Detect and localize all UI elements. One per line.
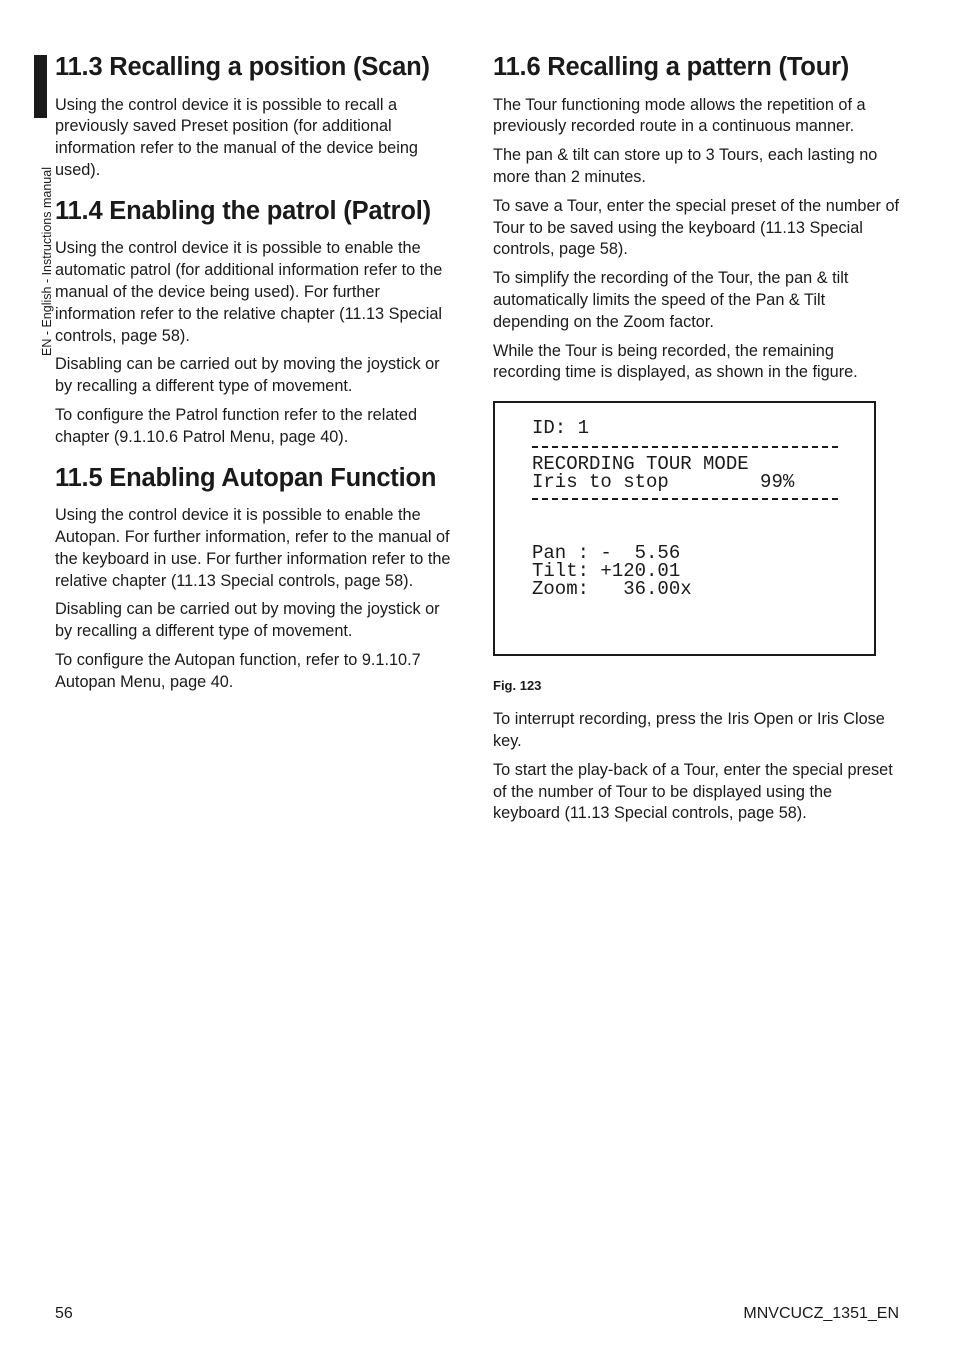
section-11-3-title: 11.3 Recalling a position (Scan): [55, 53, 430, 81]
lcd-divider: [532, 446, 838, 448]
section-11-5-paragraph: Using the control device it is possible to enable the Autopan. For further information, refer to the manual of the keyboard in use. For further information refer to the relative chapter (11.13 Special controls, page 58).: [55, 506, 451, 590]
section-11-6-paragraph: The pan & tilt can store up to 3 Tours, each lasting no more than 2 minutes.: [493, 146, 878, 186]
section-11-6-paragraph: While the Tour is being recorded, the remaining recording time is displayed, as shown in the figure.: [493, 341, 858, 382]
lcd-mode-line: RECORDING TOUR MODE: [532, 453, 749, 476]
section-11-6-title: 11.6 Recalling a pattern (Tour): [493, 53, 850, 81]
section-11-5-paragraph: Disabling can be carried out by moving the joystick or by recalling a different type of movement.: [55, 600, 440, 641]
right-column: [493, 52, 901, 832]
section-11-6-paragraph: The Tour functioning mode allows the repetition of a previously recorded route in a continuous manner.: [493, 95, 866, 136]
lcd-iris-line: Iris to stop 99%: [532, 471, 795, 494]
lcd-display-figure: [493, 401, 876, 656]
document-code: MNVCUCZ_1351_EN: [743, 1305, 899, 1322]
section-11-4-paragraph: Using the control device it is possible to enable the automatic patrol (for additional information refer to the manual of the device being used). For further information refer to the relative chapter (11.13 Special controls, page 58).: [55, 239, 443, 345]
section-11-6-paragraph: To interrupt recording, press the Iris Open or Iris Close key.: [493, 710, 885, 750]
lcd-zoom-line: Zoom: 36.00x: [532, 578, 692, 601]
section-11-5-title: 11.5 Enabling Autopan Function: [55, 463, 437, 492]
figure-caption: Fig. 123: [493, 678, 542, 694]
section-11-6-paragraph: To start the play-back of a Tour, enter the special preset of the number of Tour to be displayed using the keyboard (11.13 Special controls, page 58).: [493, 760, 893, 823]
section-11-4-paragraph: Disabling can be carried out by moving the joystick or by recalling a different type of movement.: [55, 355, 440, 396]
side-label: EN - English - Instructions manual: [40, 167, 54, 356]
section-11-3-paragraph: Using the control device it is possible to recall a previously saved Preset position (for additional information refer to the manual of the device being used).: [55, 95, 418, 179]
lcd-id-line: ID: 1: [532, 417, 590, 440]
section-11-4-title: 11.4 Enabling the patrol (Patrol): [55, 196, 431, 225]
section-11-5-paragraph: To configure the Autopan function, refer to 9.1.10.7 Autopan Menu, page 40.: [55, 650, 421, 691]
lcd-tilt-line: Tilt: +120.01: [532, 560, 681, 583]
side-tab-marker: [34, 55, 47, 118]
section-11-6-paragraph: To simplify the recording of the Tour, the pan & tilt automatically limits the speed of the Pan & Tilt depending on the Zoom factor.: [493, 269, 849, 331]
left-column: [55, 52, 460, 701]
section-11-4-paragraph: To configure the Patrol function refer to the related chapter (9.1.10.6 Patrol Menu, page 40).: [55, 405, 418, 446]
lcd-pan-line: Pan : - 5.56: [532, 542, 681, 565]
lcd-divider: [532, 498, 838, 500]
page-number: 56: [55, 1305, 73, 1322]
section-11-6-paragraph: To save a Tour, enter the special preset of the number of Tour to be saved using the keyboard (11.13 Special controls, page 58).: [493, 196, 900, 259]
